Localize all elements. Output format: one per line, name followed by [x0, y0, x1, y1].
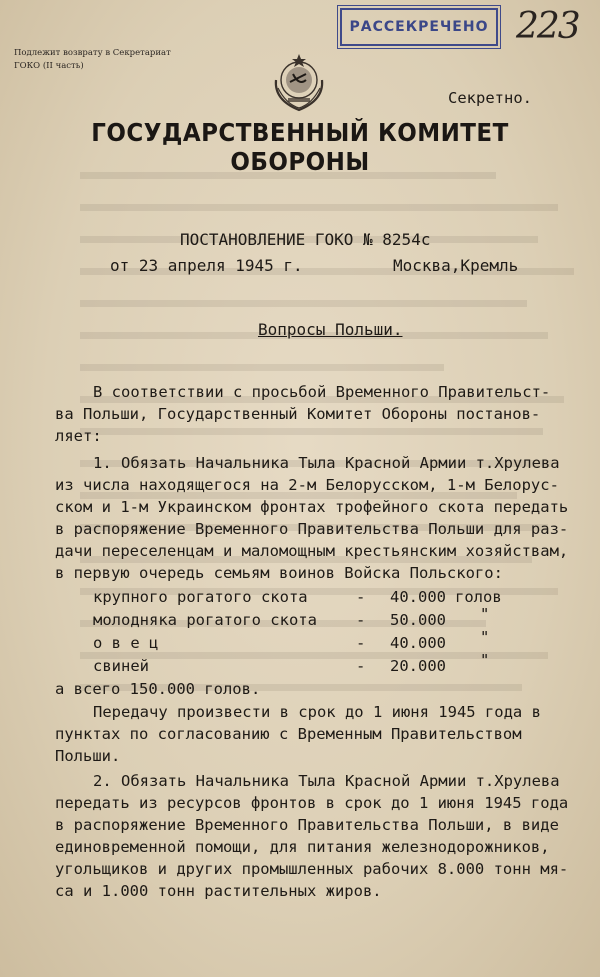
livestock-unit: ": [480, 628, 490, 646]
item2-line-5: угольщиков и других промышленных рабочих 8.000 тонн мя-: [55, 860, 569, 878]
item1-line-4: в распоряжение Временного Правительства Польши для раз-: [55, 520, 569, 538]
item2-line-2: передать из ресурсов фронтов в срок до 1 июня 1945 года: [55, 794, 569, 812]
declassified-stamp: [340, 8, 498, 46]
decree-title: ПОСТАНОВЛЕНИЕ ГОКО № 8254с: [180, 230, 431, 249]
livestock-name: крупного рогатого скота: [93, 588, 308, 606]
decree-date: от 23 апреля 1945 г.: [110, 256, 303, 275]
livestock-total: а всего 150.000 голов.: [55, 680, 261, 698]
livestock-amount: 40.000: [390, 634, 446, 652]
stamp-label: РАССЕКРЕЧЕНО: [349, 19, 489, 35]
livestock-unit: ": [480, 651, 490, 669]
transfer-line-2: пунктах по согласованию с Временным Правительством: [55, 725, 522, 743]
livestock-dash: -: [356, 588, 366, 606]
intro-line-3: ляет:: [55, 427, 102, 445]
item1-line-1: 1. Обязать Начальника Тыла Красной Армии т.Хрулева: [93, 454, 560, 472]
item2-line-6: са и 1.000 тонн растительных жиров.: [55, 882, 382, 900]
item1-line-3: ском и 1-м Украинском фронтах трофейного скота передать: [55, 498, 569, 516]
livestock-row: [93, 634, 158, 652]
livestock-name: свиней: [93, 657, 149, 675]
livestock-unit: ": [480, 605, 490, 623]
decree-place: Москва,Кремль: [393, 256, 519, 275]
intro-line-2: ва Польши, Государственный Комитет Обороны постанов-: [55, 405, 541, 423]
livestock-row: [93, 588, 308, 606]
item2-line-3: в распоряжение Временного Правительства Польши, в виде: [55, 816, 559, 834]
livestock-name: молодняка рогатого скота: [93, 611, 317, 629]
item2-line-4: единовременной помощи, для питания железнодорожников,: [55, 838, 550, 856]
livestock-amount: 40.000: [390, 588, 446, 606]
return-note-line-2: ГОКО (II часть): [14, 61, 84, 71]
committee-heading: ГОСУДАРСТВЕННЫЙ КОМИТЕТ ОБОРОНЫ: [91, 118, 509, 176]
return-note: [14, 47, 171, 73]
livestock-dash: -: [356, 611, 366, 629]
decree-subject: Вопросы Польши.: [258, 320, 403, 339]
livestock-amount: 20.000: [390, 657, 446, 675]
item1-line-2: из числа находящегося на 2-м Белорусском, 1-м Белорус-: [55, 476, 559, 494]
livestock-amount: 50.000: [390, 611, 446, 629]
livestock-dash: -: [356, 634, 366, 652]
livestock-row: [93, 657, 149, 675]
transfer-line-1: Передачу произвести в срок до 1 июня 1945 года в: [93, 703, 541, 721]
livestock-unit: голов: [455, 588, 502, 606]
item2-line-1: 2. Обязать Начальника Тыла Красной Армии т.Хрулева: [93, 772, 560, 790]
handwritten-page-number: 223: [516, 6, 579, 47]
livestock-dash: -: [356, 657, 366, 675]
livestock-row: [93, 611, 317, 629]
transfer-line-3: Польши.: [55, 747, 121, 765]
item1-line-5: дачи переселенцам и маломощным крестьянским хозяйствам,: [55, 542, 569, 560]
item1-line-6: в первую очередь семьям воинов Войска Польского:: [55, 564, 503, 582]
livestock-name: о в е ц: [93, 634, 159, 652]
intro-line-1: В соответствии с просьбой Временного Правительст-: [93, 383, 551, 401]
classification-mark: Секретно.: [448, 89, 532, 107]
return-note-line-1: Подлежит возврату в Секретариат: [14, 48, 171, 58]
state-emblem-icon: [266, 50, 332, 116]
